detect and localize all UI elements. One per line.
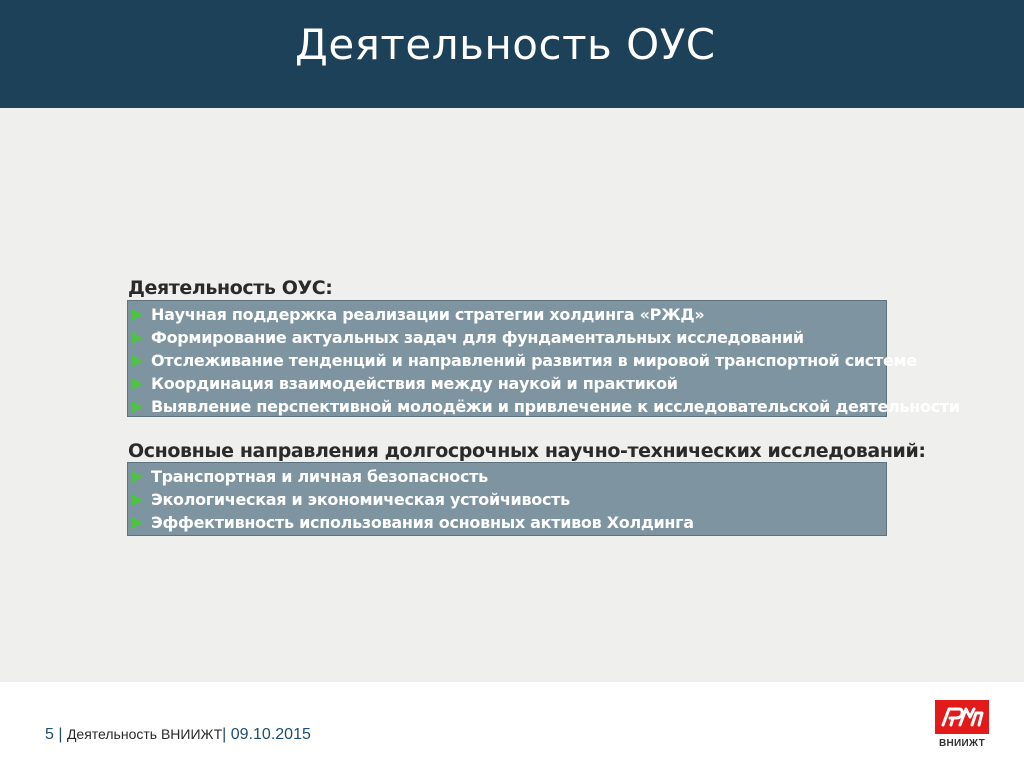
arrow-bullet-icon (132, 309, 143, 321)
page-number: 5 (45, 726, 54, 743)
arrow-bullet-icon (132, 494, 143, 506)
list-item (132, 303, 886, 326)
arrow-bullet-icon (132, 517, 143, 529)
list-item (132, 511, 886, 534)
list-item (132, 395, 960, 418)
slide-title: Деятельность ОУС (295, 20, 716, 69)
list-item (132, 488, 886, 511)
list-item-text: Транспортная и личная безопасность (151, 467, 488, 486)
slide-header (0, 0, 1024, 108)
list-item (132, 326, 886, 349)
footer-separator: | (222, 726, 231, 743)
list-item-text: Выявление перспективной молодёжи и привлечение к исследовательской деятельности (151, 397, 960, 416)
footer-separator: | (53, 726, 67, 743)
logo-caption: ВНИИЖТ (938, 738, 985, 749)
arrow-bullet-icon (132, 378, 143, 390)
activities-box (127, 300, 960, 417)
rzd-logo-icon (935, 700, 989, 734)
footer-section-name: Деятельность ВНИИЖТ (66, 726, 223, 742)
slide-footer (0, 682, 1024, 767)
arrow-bullet-icon (132, 332, 143, 344)
arrow-bullet-icon (132, 401, 143, 413)
list-item-text: Эффективность использования основных активов Холдинга (151, 513, 694, 532)
list-item (132, 465, 886, 488)
section-heading-activities: Деятельность ОУС: (128, 277, 333, 299)
footer-line (45, 726, 311, 744)
list-item-text: Отслеживание тенденций и направлений развития в мировой транспортной системе (151, 351, 917, 370)
arrow-bullet-icon (132, 471, 143, 483)
list-item (132, 349, 917, 372)
list-item-text: Научная поддержка реализации стратегии холдинга «РЖД» (151, 305, 705, 324)
section-heading-directions: Основные направления долгосрочных научно-технических исследований: (128, 440, 926, 462)
list-item-text: Формирование актуальных задач для фундаментальных исследований (151, 328, 804, 347)
directions-box (127, 462, 887, 536)
footer-date: 09.10.2015 (230, 726, 311, 743)
arrow-bullet-icon (132, 355, 143, 367)
list-item-text: Экологическая и экономическая устойчивость (151, 490, 570, 509)
rzd-logo (932, 700, 992, 752)
list-item (132, 372, 886, 395)
list-item-text: Координация взаимодействия между наукой и практикой (151, 374, 678, 393)
